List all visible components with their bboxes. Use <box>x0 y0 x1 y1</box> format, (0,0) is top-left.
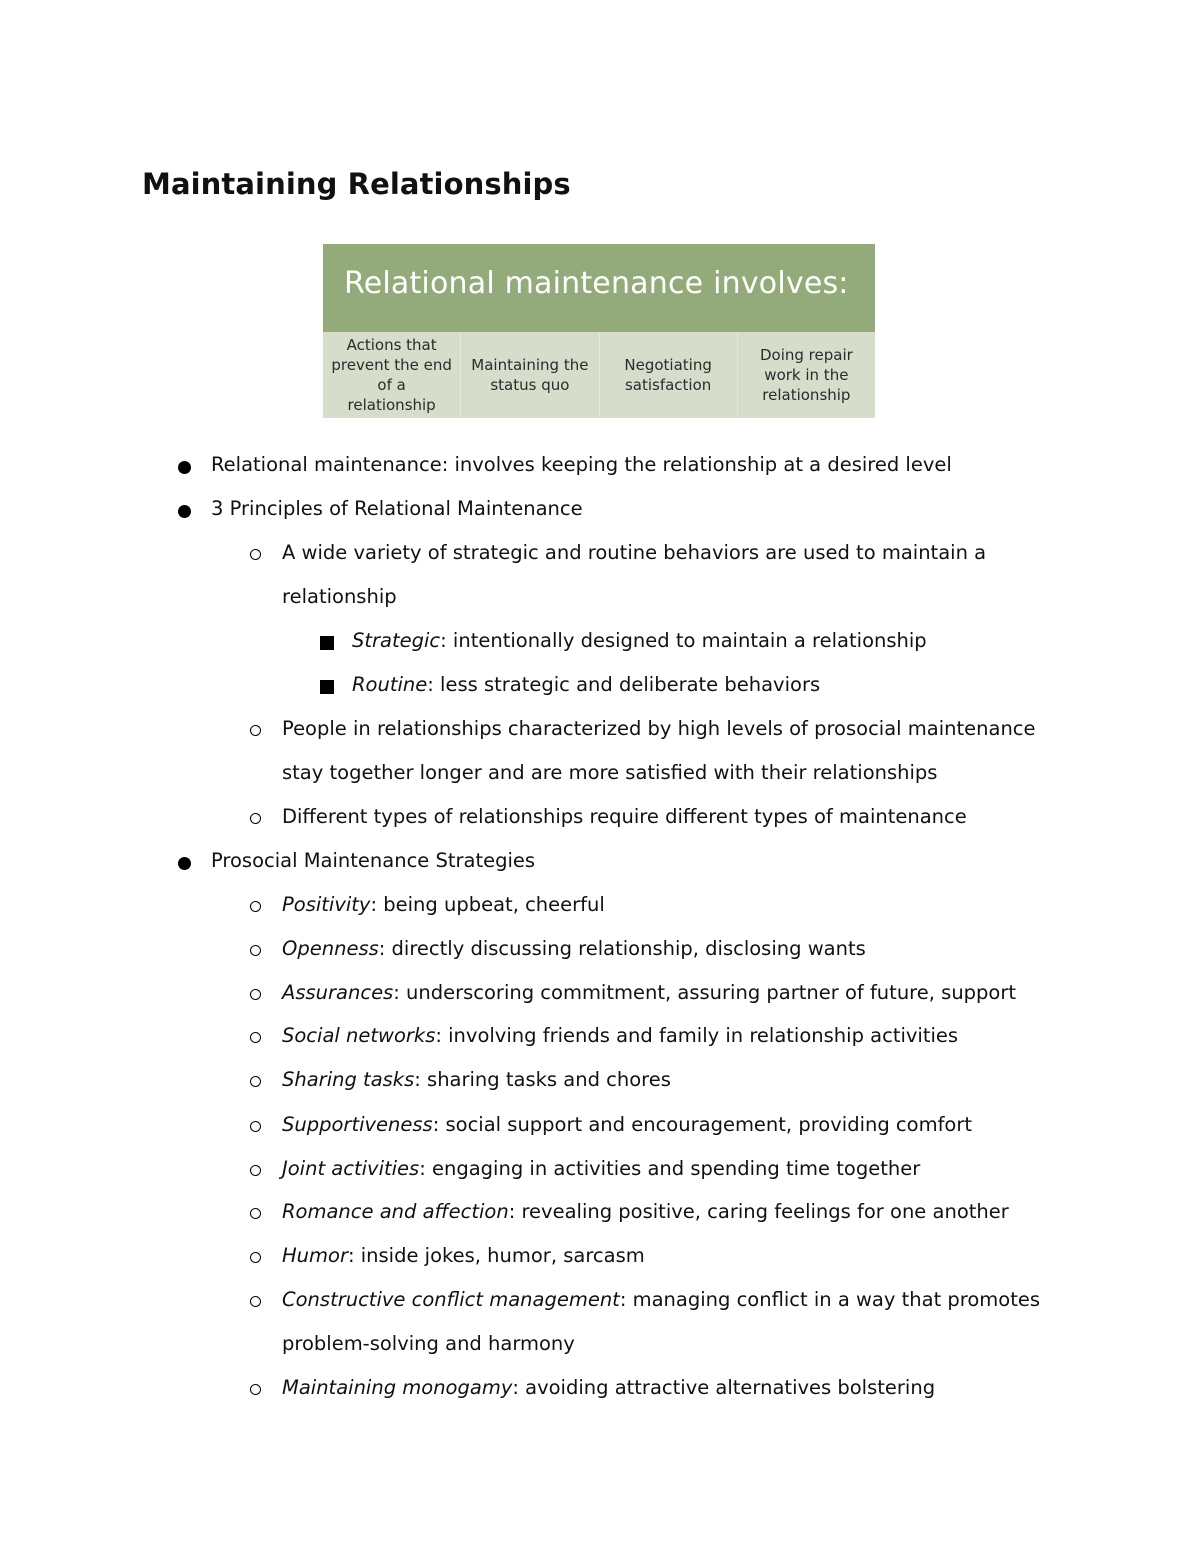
graphic-heading: Relational maintenance involves: <box>323 244 875 332</box>
square-bullet-icon <box>320 636 334 650</box>
circle-bullet-icon <box>250 901 261 912</box>
circle-bullet-icon <box>250 1384 261 1395</box>
list-item-principle-2-cont: stay together longer and are more satisfied with their relationships <box>282 761 938 784</box>
term-routine: Routine <box>352 673 428 696</box>
circle-bullet-icon <box>250 1076 261 1087</box>
strategy-item <box>282 1234 645 1278</box>
strategy-definition: : inside jokes, humor, sarcasm <box>347 1244 645 1267</box>
page-title: Maintaining Relationships <box>142 167 571 201</box>
circle-bullet-icon <box>250 1165 261 1176</box>
circle-bullet-icon <box>250 1032 261 1043</box>
disc-bullet-icon <box>178 857 191 870</box>
strategy-item-cont: problem-solving and harmony <box>282 1332 575 1355</box>
strategy-term: Humor <box>282 1244 348 1267</box>
strategy-definition: : avoiding attractive alternatives bolstering <box>512 1376 936 1399</box>
strategy-definition: : directly discussing relationship, disclosing wants <box>378 937 866 960</box>
strategy-term: Maintaining monogamy <box>282 1376 513 1399</box>
strategy-definition: : managing conflict in a way that promotes <box>619 1288 1041 1311</box>
list-item-principle-1-cont: relationship <box>282 585 397 608</box>
list-item-routine <box>352 663 820 707</box>
term-strategic: Strategic <box>352 629 441 652</box>
list-item-definition: Relational maintenance: involves keeping the relationship at a desired level <box>211 453 952 476</box>
list-item-principle-1: A wide variety of strategic and routine behaviors are used to maintain a <box>282 541 987 564</box>
strategy-definition: : underscoring commitment, assuring partner of future, support <box>393 981 1017 1004</box>
graphic-cell: Maintaining the status quo <box>460 332 598 418</box>
strategy-definition: : engaging in activities and spending time together <box>419 1157 921 1180</box>
strategy-definition: : involving friends and family in relationship activities <box>435 1024 959 1047</box>
strategy-item <box>282 1190 1009 1234</box>
list-item-prosocial: Prosocial Maintenance Strategies <box>211 849 536 872</box>
strategy-item <box>282 883 605 927</box>
strategy-item <box>282 1014 958 1058</box>
term-definition: : intentionally designed to maintain a relationship <box>440 629 927 652</box>
strategy-item <box>282 1278 1040 1322</box>
strategy-term: Positivity <box>282 893 371 916</box>
graphic-cell: Negotiating satisfaction <box>599 332 737 418</box>
circle-bullet-icon <box>250 1252 261 1263</box>
circle-bullet-icon <box>250 725 261 736</box>
strategy-term: Assurances <box>282 981 394 1004</box>
strategy-term: Supportiveness <box>282 1113 433 1136</box>
strategy-term: Social networks <box>282 1024 436 1047</box>
strategy-item <box>282 1147 920 1191</box>
list-item-strategic <box>352 619 927 663</box>
strategy-term: Openness <box>282 937 379 960</box>
circle-bullet-icon <box>250 1208 261 1219</box>
strategy-item <box>282 1058 671 1102</box>
strategy-item <box>282 1366 935 1410</box>
circle-bullet-icon <box>250 549 261 560</box>
circle-bullet-icon <box>250 813 261 824</box>
list-item-principle-3: Different types of relationships require different types of maintenance <box>282 805 967 828</box>
strategy-definition: : revealing positive, caring feelings for one another <box>508 1200 1009 1223</box>
strategy-definition: : social support and encouragement, providing comfort <box>432 1113 973 1136</box>
strategy-definition: : sharing tasks and chores <box>414 1068 671 1091</box>
disc-bullet-icon <box>178 461 191 474</box>
circle-bullet-icon <box>250 989 261 1000</box>
circle-bullet-icon <box>250 1296 261 1307</box>
strategy-definition: : being upbeat, cheerful <box>370 893 605 916</box>
strategy-term: Sharing tasks <box>282 1068 415 1091</box>
list-item-principles: 3 Principles of Relational Maintenance <box>211 497 583 520</box>
strategy-term: Romance and affection <box>282 1200 509 1223</box>
disc-bullet-icon <box>178 505 191 518</box>
circle-bullet-icon <box>250 945 261 956</box>
strategy-term: Joint activities <box>282 1157 420 1180</box>
graphic-cell: Actions that prevent the end of a relationship <box>331 336 452 414</box>
strategy-item <box>282 1103 972 1147</box>
square-bullet-icon <box>320 680 334 694</box>
strategy-term: Constructive conflict management <box>282 1288 620 1311</box>
strategy-item <box>282 927 866 971</box>
graphic-cell: Doing repair work in the relationship <box>737 332 875 418</box>
term-definition: : less strategic and deliberate behaviors <box>427 673 821 696</box>
strategy-item <box>282 971 1016 1015</box>
circle-bullet-icon <box>250 1121 261 1132</box>
list-item-principle-2: People in relationships characterized by high levels of prosocial maintenance <box>282 717 1036 740</box>
